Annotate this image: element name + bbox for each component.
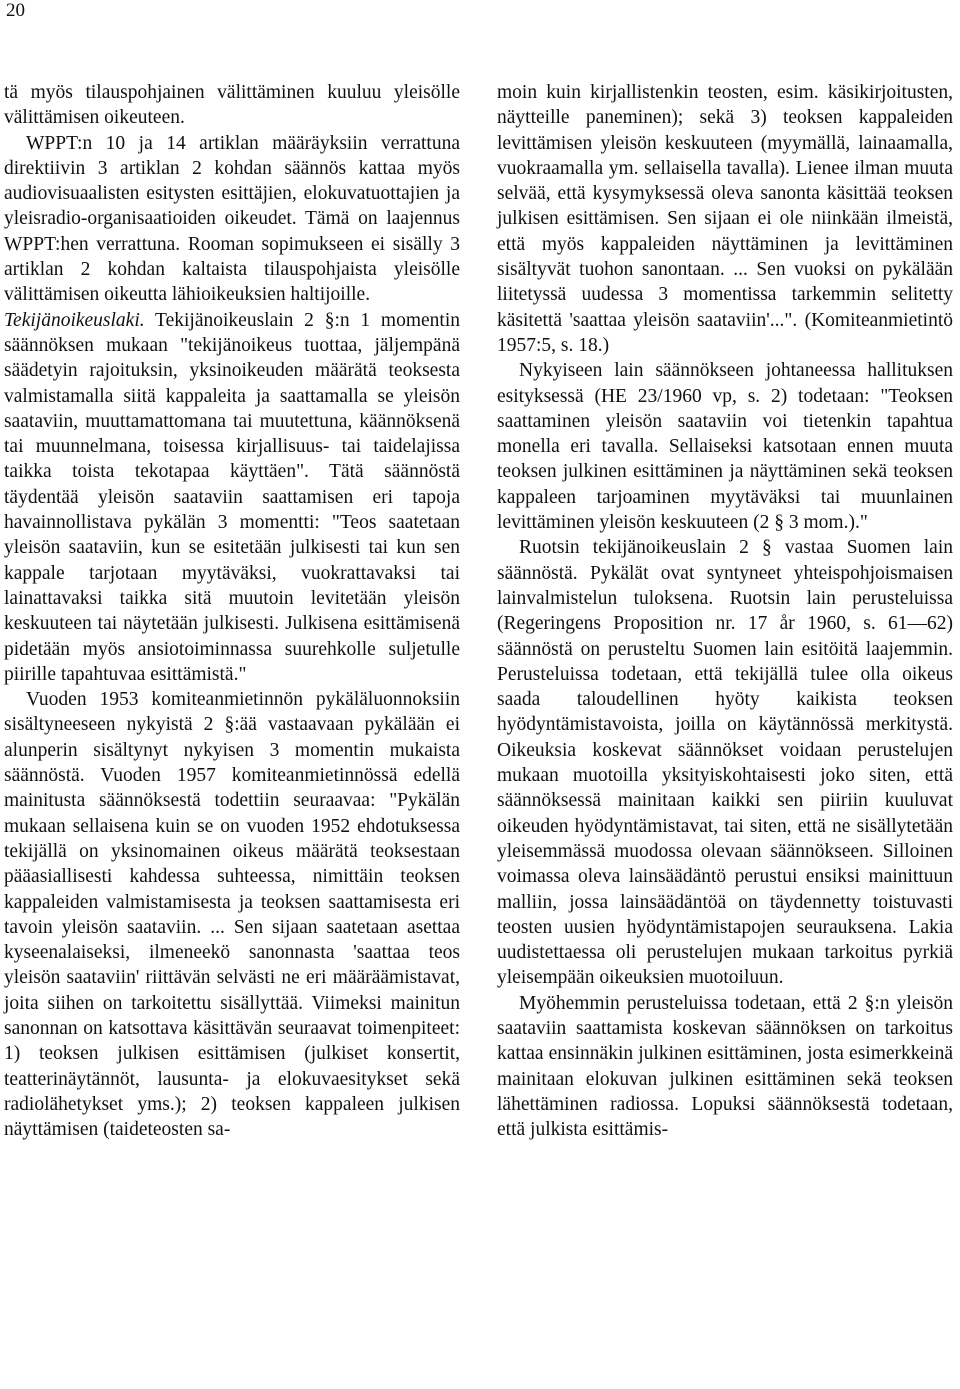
paragraph: WPPT:n 10 ja 14 artiklan määräyksiin verrattuna direktiivin 3 artiklan 2 kohdan säännös kattaa myös audiovisuaalisten esitysten esittäjien, elokuvatuottajien ja yleisradio-organisaatioiden oikeudet. Tämä on laajennus WPPT:hen verrattuna. Rooman sopimukseen ei sisälly 3 artiklan 2 kohdan kaltaista tilauspohjaista yleisölle välittämisen oikeutta lähioikeuksien haltijoille. (4, 132, 460, 306)
paragraph: Ruotsin tekijänoikeuslain 2 § vastaa Suomen lain säännöstä. Pykälät ovat syntyneet yhteispohjoismaisen lainvalmistelun tuloksena. Ruotsin lain perusteluissa (Regeringens Proposition nr. 17 år 1960, s. 61—62) säännöstä on perusteltu Suomen lain esitöitä laajemmin. Perusteluissa todetaan, että tekijällä tulee olla oikeus saada taloudellinen hyöty kaikista teoksen hyödyntämistavoista, joilla on käytännössä merkitystä. Oikeuksia koskevat säännökset voidaan perustelujen mukaan muotoilla yksityiskohtaisesti joko siten, että säännöksessä mainitaan kaikki sen piiriin kuuluvat oikeuden hyödyntämistavat, tai siten, että ne sisällytetään yleisemmässä muodossa olevaan säännökseen. Silloinen voimassa oleva lainsäädäntö perustui ensiksi mainittuun malliin, jossa lainsäädäntöä on täydennetty toistuvasti teosten uusien hyödyntämistapojen seurauksena. Lakia uudistettaessa oli perustelujen mukaan tarkoitus pyrkiä yleisempään oikeuksien muotoiluun. (497, 537, 953, 989)
left-column (4, 80, 460, 1142)
paragraph: Vuoden 1953 komiteanmietinnön pykäläluonnoksiin sisältyneeseen nykyistä 2 §:ää vastaavaan pykälään ei alunperin sisältynyt nykyisen 3 momentin mukaista säännöstä. Vuoden 1957 komiteanmietinnössä edellä mainitusta säännöksestä todettiin seuraavaa: "Pykälän mukaan sellaisena kuin se on vuoden 1952 ehdotuksessa tekijällä on yksinomainen oikeus määrätä teoksestaan pääasiallisesti kahdessa suhteessa, nimittäin teoksen kappaleiden valmistamisesta ja teoksen saattamisesta eri tavoin yleisön saataviin. ... Sen sijaan saatetaan asettaa kyseenalaiseksi, ilmeneekö sanonnasta 'saattaa teos yleisön saataviin' riittävän selvästi ne eri määräämistavat, joita siihen on tarkoitettu sisällyttää. Viimeksi mainitun sanonnan on katsottava käsittävän seuraavat toimenpiteet: 1) teoksen julkisen esittämisen (julkiset konsertit, teatterinäytännöt, lausunta- ja elokuvaesitykset sekä radiolähetykset yms.); 2) teoksen kappaleen julkisen näyttämisen (taideteosten sa- (4, 689, 460, 1141)
paragraph: Myöhemmin perusteluissa todetaan, että 2 §:n yleisön saataviin saattamista koskevan säännöksen on tarkoitus kattaa ensinnäkin julkinen esittäminen, josta esimerkkeinä mainitaan elokuvan julkinen esittäminen sekä teoksen lähettäminen radiossa. Lopuksi säännöksestä todetaan, että julkista esittämis- (497, 992, 953, 1141)
page-number: 20 (6, 0, 25, 21)
paragraph (4, 308, 460, 687)
paragraph-text: Tekijänoikeuslain 2 §:n 1 momentin säännöksen mukaan "tekijänoikeus tuottaa, jäljempänä säädetyin rajoituksin, yksinoikeuden määrätä teoksesta valmistamalla siitä kappaleita ja saattamalla se yleisön saataviin, muuttamattomana tai muutettuna, käännöksenä tai muunnelmana, toisessa kirjallisuus- tai taidelajissa taikka toista tekotapaa käyttäen". Tätä säännöstä täydentää yleisön saataviin saattamisen eri tapoja havainnollistava pykälän 3 momentti: "Teos saatetaan yleisön saataviin, kun se esitetään julkisesti tai kun sen kappale tarjotaan myytäväksi, vuokrattavaksi tai lainattavaksi taikka sitä muutoin levitetään yleisön keskuuteen tai näytetään julkisesti. Julkisena esittämisenä pidetään myös ansiotoiminnassa suurehkolle suljetulle piirille tapahtuvaa esittämistä." (4, 309, 460, 685)
paragraph: tä myös tilauspohjainen välittäminen kuuluu yleisölle välittämisen oikeuteen. (4, 82, 460, 129)
paragraph: Nykyiseen lain säännökseen johtaneessa hallituksen esityksessä (HE 23/1960 vp, s. 2) todetaan: "Teoksen saattaminen yleisön saataviin voi tietenkin tapahtua monella eri tavalla. Sellaiseksi katsotaan ennen muuta teoksen julkinen esittäminen ja näyttäminen sekä teoksen kappaleen tarjoaminen myytäväksi tai muunlainen levittäminen yleisön keskuuteen (2 § 3 mom.)." (497, 360, 953, 534)
section-heading: Tekijänoikeuslaki. (4, 309, 145, 331)
right-column (497, 80, 953, 1142)
paragraph: moin kuin kirjallistenkin teosten, esim. käsikirjoitusten, näytteille paneminen); sekä 3) teoksen kappaleiden levittämisen yleisön keskuuteen (myymällä, lainaamalla, vuokraamalla ym. sellaisella tavalla). Lienee ilman muuta selvää, että kysymyksessä oleva sanonta käsittää teoksen julkisen esittämisen. Sen sijaan ei ole niinkään ilmeistä, että myös kappaleiden näyttäminen ja levittäminen sisältyvät tuohon sanontaan. ... Sen vuoksi on pykälään liitetyssä uudessa 3 momentissa tarkemmin selitetty käsitettä 'saattaa yleisön saataviin'...". (Komiteanmietintö 1957:5, s. 18.) (497, 82, 953, 356)
